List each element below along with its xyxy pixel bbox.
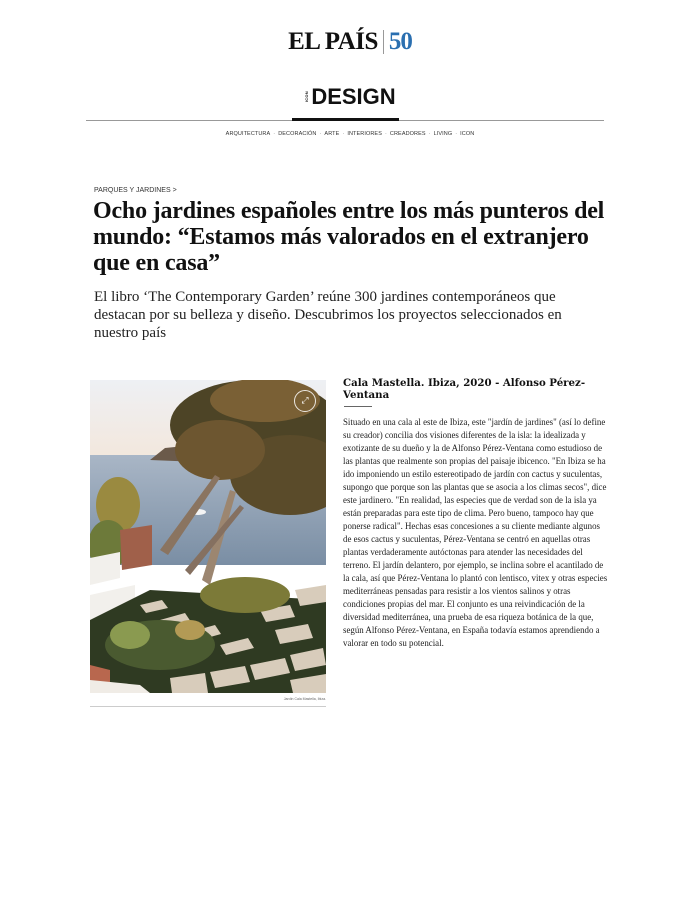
nav-separator: ·: [273, 131, 276, 137]
section-title-rule: [344, 406, 372, 407]
section-body: Situado en una cala al este de Ibiza, este "jardín de jardines" (así lo define su creador) concilia dos visiones diferentes de la isla: la idealizada y exotizante de su dueño y la de Alfonso Pérez-Ventana como estudioso de las plantas que realmente son propias del paisaje ibicenco. "En Ibiza se ha ido imponiendo un estilo estereotipado de jardín con cactus y suculentas, supongo que porque son las plantas que se asocia a los climas secos", dice este jardinero. "En realidad, las especies que de verdad son de la isla ya están preparadas para este tipo de clima. Pero bueno, tampoco hay que ponerse radical". Hechas esas concesiones a su cliente mediante algunos de esos cactus y suculentas, Pérez-Ventana se centró en aquellas otras plantas verdaderamente autóctonas para atender las necesidades del terreno. El jardín delantero, por ejemplo, se inclina sobre el acantilado de la cala, así que Pérez-Ventana lo plantó con lentisco, vitex y otras especies mediterráneas pensadas para resistir a los vientos salinos y otras condiciones propias del mar. El conjunto es una reivindicación de la diversidad mediterránea, una prueba de esa riqueza botánica de la que, según Alfonso Pérez-Ventana, en España todavía estamos aprendiendo a valorar en todo su potencial.: [343, 417, 608, 648]
el-pais-logo[interactable]: [0, 28, 700, 56]
brand-name: EL PAÍS: [288, 28, 378, 55]
section-nav: [0, 131, 700, 137]
nav-separator: ·: [319, 131, 322, 137]
photo-caption: Jardín Cala Mastella, Ibiza.: [283, 697, 326, 701]
nav-separator: ·: [384, 131, 387, 137]
nav-item-arquitectura[interactable]: ARQUITECTURA: [225, 131, 271, 137]
nav-item-living[interactable]: LIVING: [433, 131, 453, 137]
expand-icon[interactable]: ⤢: [294, 390, 316, 412]
section-title: Cala Mastella. Ibiza, 2020 - Alfonso Pérez-Ventana: [343, 377, 586, 401]
logo-divider: [383, 30, 384, 54]
nav-item-decoracion[interactable]: DECORACIÓN: [278, 131, 317, 137]
article-standfirst: El libro ‘The Contemporary Garden’ reúne 300 jardines contemporáneos que destacan por su belleza y diseño. Descubrimos los proyectos seleccionados en nuestro país: [94, 289, 562, 341]
nav-separator: ·: [428, 131, 431, 137]
nav-item-creadores[interactable]: CREADORES: [389, 131, 426, 137]
nav-item-icon[interactable]: ICON: [460, 131, 475, 137]
garden-photo-illustration: [90, 380, 326, 693]
article-headline: Ocho jardines españoles entre los más punteros del mundo: “Estamos más valorados en el extranjero que en casa”: [93, 198, 605, 276]
header-divider-accent: [292, 118, 399, 121]
photo-divider: [90, 706, 326, 707]
nav-item-arte[interactable]: ARTE: [324, 131, 340, 137]
section-name: DESIGN: [311, 84, 396, 109]
anniversary-mark: 50: [388, 28, 412, 55]
breadcrumb-kicker[interactable]: PARQUES Y JARDINES >: [94, 187, 177, 194]
garden-photo[interactable]: [90, 380, 326, 693]
icon-design-logo[interactable]: [0, 84, 700, 110]
section-prefix: ICON: [304, 91, 310, 103]
nav-separator: ·: [342, 131, 345, 137]
nav-item-interiores[interactable]: INTERIORES: [347, 131, 382, 137]
nav-separator: ·: [455, 131, 458, 137]
